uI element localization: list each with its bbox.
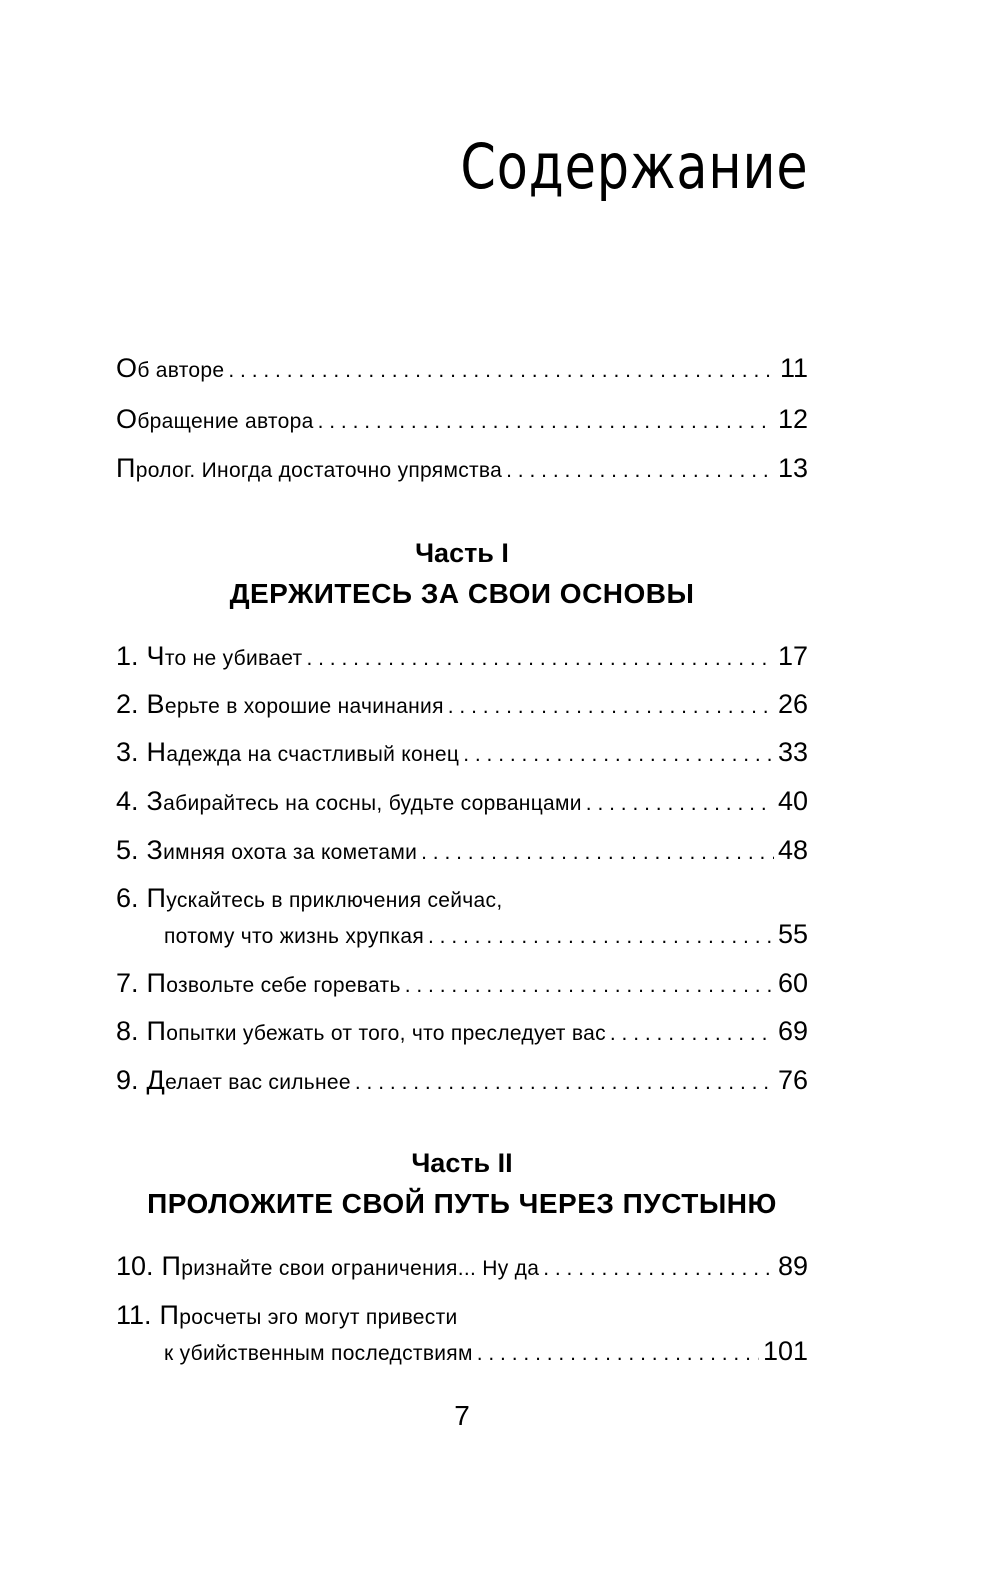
toc-entry-chapter-6-line-1[interactable]: [116, 882, 808, 917]
toc-entry-chapter-3[interactable]: [116, 736, 808, 771]
entry-label: Пролог. Иногда достаточно упрямства: [116, 453, 503, 483]
chapter-number: 3.: [116, 737, 139, 767]
dot-leader: [355, 1067, 774, 1099]
dot-leader: [586, 788, 774, 820]
entry-label: Пускайтесь в приключения сейчас,: [146, 883, 503, 913]
chapter-number: 5.: [116, 835, 139, 865]
chapter-number: 4.: [116, 786, 139, 816]
chapter-number: 11.: [116, 1300, 152, 1330]
part-1-label: Часть I: [415, 538, 509, 568]
dot-leader: [228, 355, 776, 387]
entry-page-number: 76: [777, 1065, 808, 1095]
chapter-number: 8.: [116, 1016, 139, 1046]
dot-leader: [463, 739, 774, 771]
toc-entry-chapter-10[interactable]: [116, 1250, 808, 1285]
part-2-title: ПРОЛОЖИТЕ СВОЙ ПУТЬ ЧЕРЕЗ ПУСТЫНЮ: [147, 1188, 777, 1219]
dot-leader: [306, 643, 774, 675]
entry-label: Забирайтесь на сосны, будьте сорванцами: [146, 786, 582, 816]
entry-label: Надежда на счастливый конец: [146, 737, 460, 767]
entry-label: Делает вас сильнее: [146, 1065, 351, 1095]
entry-label: Позвольте себе горевать: [146, 968, 401, 998]
entry-page-number: 69: [777, 1016, 808, 1046]
entry-page-number: 89: [777, 1251, 808, 1281]
toc-entry-chapter-6-line-2[interactable]: [164, 918, 808, 953]
entry-page-number: 17: [777, 641, 808, 671]
toc-entry-author-address[interactable]: [116, 403, 808, 438]
part-2-label: Часть II: [411, 1148, 513, 1178]
toc-entry-about-author[interactable]: [116, 352, 808, 387]
entry-page-number: 26: [777, 689, 808, 719]
toc-entry-chapter-4[interactable]: [116, 785, 808, 820]
entry-page-number: 60: [777, 968, 808, 998]
entry-page-number: 40: [777, 786, 808, 816]
dot-leader: [318, 406, 774, 438]
entry-label: Признайте свои ограничения... Ну да: [161, 1251, 540, 1281]
chapter-number: 9.: [116, 1065, 139, 1095]
part-1-title: ДЕРЖИТЕСЬ ЗА СВОИ ОСНОВЫ: [229, 578, 695, 609]
entry-label: Зимняя охота за кометами: [146, 835, 418, 865]
page-folio: 7: [454, 1400, 470, 1431]
toc-entry-chapter-9[interactable]: [116, 1064, 808, 1099]
entry-page-number: 33: [777, 737, 808, 767]
entry-page-number: 13: [777, 453, 808, 483]
entry-page-number: 55: [777, 919, 808, 949]
chapter-number: 6.: [116, 883, 139, 913]
dot-leader: [610, 1018, 774, 1050]
entry-label: Попытки убежать от того, что преследует вас: [146, 1016, 606, 1046]
toc-entry-prologue[interactable]: [116, 452, 808, 487]
dot-leader: [405, 970, 774, 1002]
dot-leader: [428, 921, 774, 953]
toc-entry-chapter-2[interactable]: [116, 688, 808, 723]
entry-label: Обращение автора: [116, 404, 314, 434]
entry-page-number: 48: [777, 835, 808, 865]
entry-page-number: 101: [762, 1336, 808, 1366]
dot-leader: [543, 1253, 774, 1285]
chapter-number: 7.: [116, 968, 139, 998]
toc-entry-chapter-1[interactable]: [116, 640, 808, 675]
chapter-number: 1.: [116, 641, 139, 671]
toc-entry-chapter-5[interactable]: [116, 834, 808, 869]
dot-leader: [477, 1338, 759, 1370]
entry-label-continued: потому что жизнь хрупкая: [164, 925, 424, 948]
entry-label: Что не убивает: [146, 641, 303, 671]
entry-label: Просчеты эго могут привести: [159, 1300, 458, 1330]
entry-label-continued: к убийственным последствиям: [164, 1342, 473, 1365]
entry-page-number: 12: [777, 404, 808, 434]
chapter-number: 2.: [116, 689, 139, 719]
toc-entry-chapter-8[interactable]: [116, 1015, 808, 1050]
toc-entry-chapter-11-line-1[interactable]: [116, 1299, 808, 1334]
chapter-number: 10.: [116, 1251, 154, 1281]
dot-leader: [421, 837, 774, 869]
page-title: Содержание: [459, 130, 808, 203]
toc-entry-chapter-11-line-2[interactable]: [164, 1335, 808, 1370]
entry-label: Об авторе: [116, 353, 225, 383]
dot-leader: [448, 691, 774, 723]
dot-leader: [506, 455, 774, 487]
entry-page-number: 11: [779, 353, 808, 383]
entry-label: Верьте в хорошие начинания: [146, 689, 444, 719]
toc-entry-chapter-7[interactable]: [116, 967, 808, 1002]
